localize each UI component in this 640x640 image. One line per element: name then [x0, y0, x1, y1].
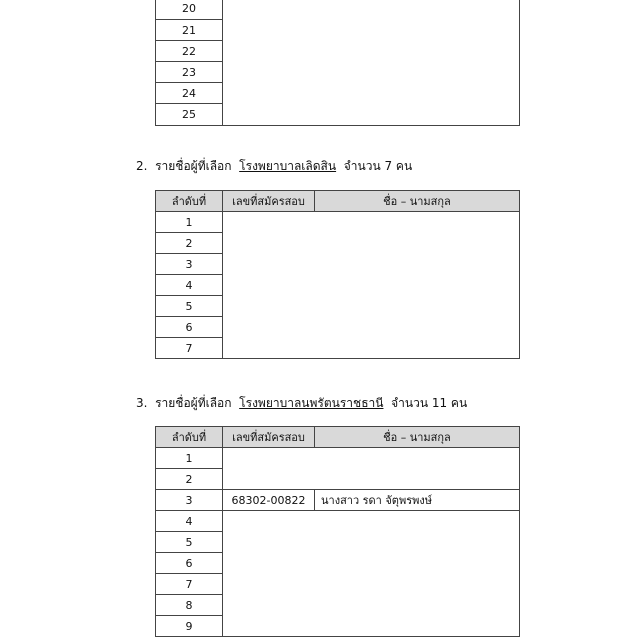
row-number: 23: [156, 62, 223, 83]
row-number: 4: [156, 511, 223, 532]
header-order: ลำดับที่: [156, 191, 223, 212]
empty-block: [223, 212, 520, 359]
row-number: 8: [156, 595, 223, 616]
row-number: 7: [156, 338, 223, 359]
row-number: 3: [156, 490, 223, 511]
row-number: 6: [156, 317, 223, 338]
row-number: 5: [156, 532, 223, 553]
table-section3: [155, 426, 520, 637]
row-number: 5: [156, 296, 223, 317]
row-number: 2: [156, 469, 223, 490]
row-number: 21: [156, 20, 223, 41]
table-section2: [155, 190, 520, 359]
row-number: 9: [156, 616, 223, 637]
row-number: 7: [156, 574, 223, 595]
row-number: 24: [156, 83, 223, 104]
row-number: 20: [156, 0, 223, 20]
empty-block: [223, 0, 520, 126]
row-number: 2: [156, 233, 223, 254]
row-number: 3: [156, 254, 223, 275]
header-app-no: เลขที่สมัครสอบ: [223, 427, 315, 448]
table-section1: [155, 0, 520, 126]
applicant-name: นางสาว รดา จัตุพรพงษ์: [315, 490, 520, 511]
section2-heading: [136, 157, 412, 176]
header-order: ลำดับที่: [156, 427, 223, 448]
section2-prefix: รายชื่อผู้ที่เลือก: [155, 159, 232, 173]
section2-number: 2.: [136, 159, 148, 173]
section3-number: 3.: [136, 396, 148, 410]
section2-count: จำนวน 7 คน: [343, 159, 413, 173]
empty-block: [223, 511, 520, 637]
row-number: 1: [156, 212, 223, 233]
row-number: 1: [156, 448, 223, 469]
section3-prefix: รายชื่อผู้ที่เลือก: [155, 396, 232, 410]
section2-hospital: โรงพยาบาลเลิดสิน: [239, 159, 337, 173]
row-number: 4: [156, 275, 223, 296]
section3-heading: [136, 394, 467, 413]
applicant-number: 68302-00822: [223, 490, 315, 511]
row-number: 6: [156, 553, 223, 574]
header-name: ชื่อ – นามสกุล: [315, 427, 520, 448]
section3-hospital: โรงพยาบาลนพรัตนราชธานี: [239, 396, 384, 410]
row-number: 25: [156, 104, 223, 126]
header-app-no: เลขที่สมัครสอบ: [223, 191, 315, 212]
header-name: ชื่อ – นามสกุล: [315, 191, 520, 212]
section3-count: จำนวน 11 คน: [391, 396, 468, 410]
empty-block: [223, 448, 520, 490]
row-number: 22: [156, 41, 223, 62]
